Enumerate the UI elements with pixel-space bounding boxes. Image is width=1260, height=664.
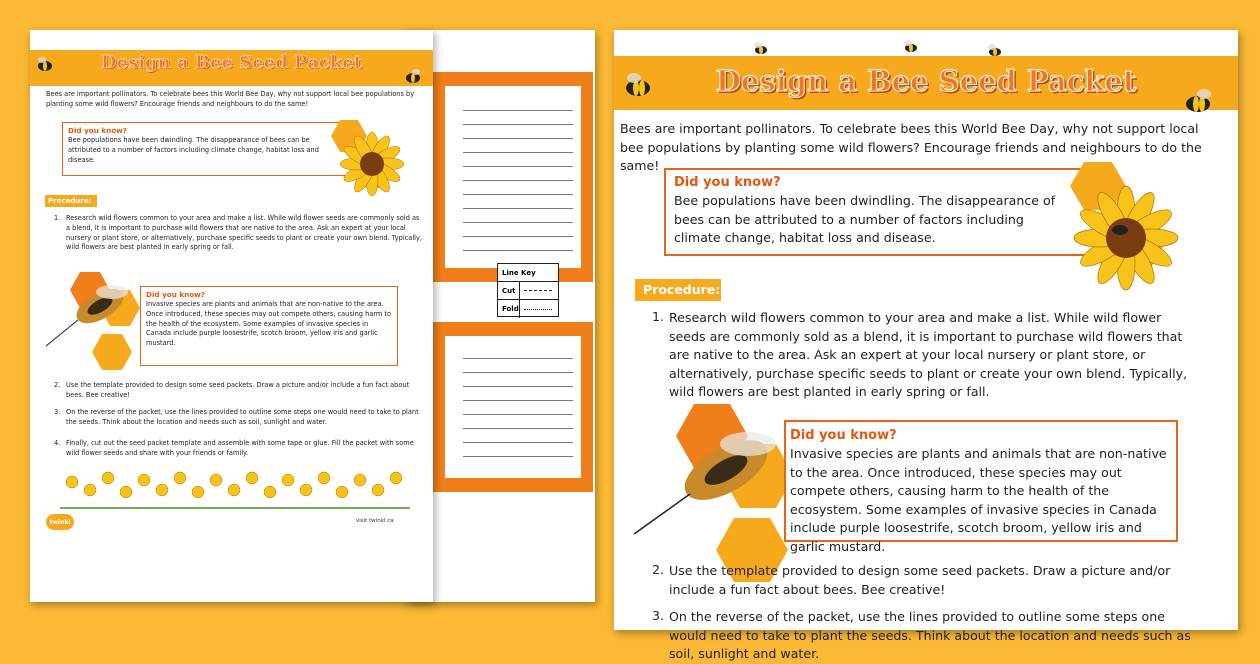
worksheet-page-main — [614, 30, 1238, 661]
bee-icon — [750, 40, 772, 58]
sunflower-image — [1060, 158, 1184, 308]
page-title: Design a Bee Seed Packet — [715, 64, 1137, 98]
page-title: Design a Bee Seed Packet — [101, 52, 362, 73]
step-number: 4. — [54, 439, 61, 447]
did-you-know-heading-1: Did you know? — [68, 126, 127, 135]
fold-line-sample — [524, 309, 552, 310]
step-number: 2. — [652, 562, 665, 577]
line-key — [497, 263, 559, 317]
step-number: 3. — [652, 608, 665, 623]
flowers-border-image — [60, 468, 410, 510]
did-you-know-heading-2: Did you know? — [790, 428, 897, 443]
sunflower-image — [322, 116, 404, 204]
did-you-know-heading-1: Did you know? — [674, 175, 781, 190]
step-text: On the reverse of the packet, use the lines provided to outline some steps one would need to take to plant the seeds. Think about the location and needs such as soil, sunlight and water. — [66, 408, 419, 426]
step-text: On the reverse of the packet, use the lines provided to outline some steps one would need to take to plant the seeds. Think about the location and needs such as soil, sunlight and water. — [669, 609, 1191, 661]
template-packet-front — [433, 72, 593, 282]
step-text: Research wild flowers common to your area and make a list. While wild flower seeds are commonly sold as a blend, it is important to purchase wild flowers that are native to the area. Ask an expert at your local nursery or plant store, or alternatively, purchase specific seeds to plant or create your own blend. Typically, wild flowers are best planted in early spring or fall. — [669, 310, 1188, 399]
did-you-know-body-2: Invasive species are plants and animals that are non-native to the area. Once introduced, these species may out compete others, causing harm to the health of the ecosystem. Some examples of invasive species in Canada include purple loosestrife, scotch broom, yellow iris and garlic mustard. — [146, 300, 392, 348]
did-you-know-body-1: Bee populations have been dwindling. The disappearance of bees can be attributed to a number of factors including climate change, habitat loss and disease. — [68, 136, 319, 164]
intro-text: Bees are important pollinators. To celebrate bees this World Bee Day, why not support local bee populations by planting some wild flowers? Encourage friends and neighbours to do the same! — [46, 90, 415, 108]
step-number: 3. — [54, 408, 61, 416]
twinkl-logo: twinkl — [46, 514, 74, 530]
intro-text: Bees are important pollinators. To celebrate bees this World Bee Day, why not support local bee populations by planting some wild flowers? Encourage friends and neighbours to do the same! — [620, 121, 1202, 173]
step-text: Use the template provided to design some seed packets. Draw a picture and/or include a fun fact about bees. Bee creative! — [669, 563, 1171, 597]
step-text: Finally, cut out the seed packet template and assemble with some tape or glue. Fill the packet with some wild flower seeds and share with your friends or family. — [66, 439, 414, 457]
procedure-label: Procedure: — [45, 195, 97, 207]
template-packet-back — [433, 322, 593, 492]
worksheet-page-preview — [30, 30, 433, 602]
cut-line-sample — [524, 290, 552, 291]
seed-packet-template-page — [405, 30, 595, 602]
step-text: Use the template provided to design some seed packets. Draw a picture and/or include a fun fact about bees. Bee creative! — [66, 381, 410, 399]
bee-icon — [900, 38, 922, 56]
line-key-title: Line Key — [502, 268, 536, 277]
step-text: Research wild flowers common to your area and make a list. While wild flower seeds are commonly sold as a blend, it is important to purchase wild flowers that are native to the area. Ask an expert at your local nursery or plant store, or alternatively, purchase specific seeds to plant or create your own blend. Typically, wild flowers are best planted in early spring or fall. — [66, 214, 423, 252]
bee-icon — [984, 42, 1006, 60]
bee-image — [40, 270, 150, 370]
line-key-fold-label: Fold — [498, 300, 520, 318]
did-you-know-heading-2: Did you know? — [146, 290, 205, 299]
line-key-cut-label: Cut — [498, 282, 520, 299]
did-you-know-body-2: Invasive species are plants and animals that are non-native to the area. Once introduced, these species may out compete others, causing harm to the health of the ecosystem. Some examples of invasive species in Canada include purple loosestrife, scotch broom, yellow iris and garlic mustard. — [790, 446, 1167, 554]
site-url: visit twinkl.ca — [356, 518, 394, 524]
step-number: 1. — [652, 309, 665, 324]
did-you-know-body-1: Bee populations have been dwindling. The disappearance of bees can be attributed to a number of factors including climate change, habitat loss and disease. — [674, 193, 1056, 245]
step-number: 1. — [54, 214, 61, 222]
step-number: 2. — [54, 381, 61, 389]
procedure-label: Procedure: — [635, 279, 721, 301]
